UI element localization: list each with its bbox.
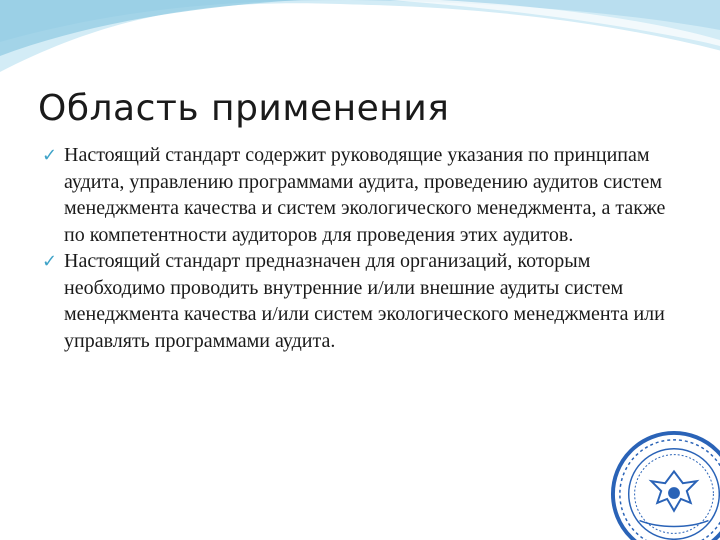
bullet-list (40, 142, 680, 354)
checkmark-icon: ✓ (42, 145, 58, 166)
bullet-item (40, 142, 680, 248)
bullet-text: Настоящий стандарт предназначен для организаций, которым необходимо проводить внутренние и/или внешние аудиты систем менеджмента качества и/или систем экологического менеджмента или управлять программами аудита. (64, 250, 665, 352)
bullet-item (40, 248, 680, 354)
bullet-text: Настоящий стандарт содержит руководящие указания по принципам аудита, управлению программами аудита, проведению аудитов систем менеджмента качества и систем экологического менеджмента, а также по компетентности аудиторов для проведения этих аудитов. (64, 144, 666, 246)
slide-title: Область применения (38, 88, 450, 129)
certification-seal-icon (610, 430, 720, 540)
checkmark-icon: ✓ (42, 251, 58, 272)
